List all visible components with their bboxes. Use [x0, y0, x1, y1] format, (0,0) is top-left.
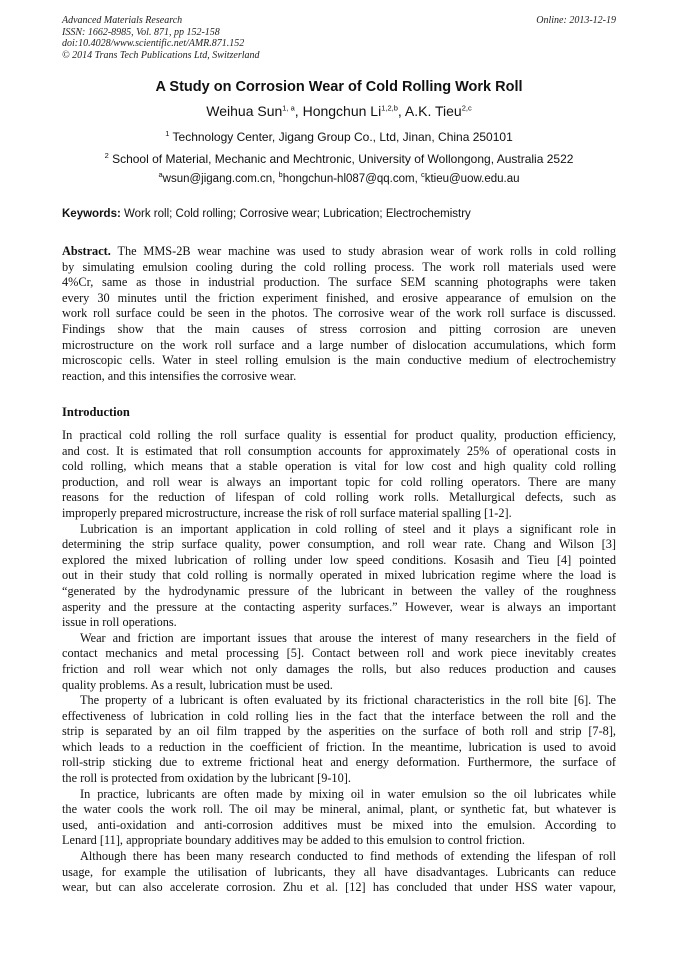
- affiliation-mark: 2: [104, 151, 109, 160]
- body-line: reasons for the reduction of lifespan of cold rolling work rolls. Metallurgical defects, such as: [62, 490, 616, 505]
- body-line: Wear and friction are important issues that arouse the interest of many researchers in the field of: [80, 630, 616, 645]
- keywords: [62, 208, 616, 220]
- body-line: strip is separated by an oil film trapped by the asperities on the surface of both roll and strip [7-8],: [62, 724, 616, 739]
- affiliation-1: [0, 130, 678, 144]
- body-line: contact mechanics and metal processing [5]. Contact between roll and work piece inevitably creates: [62, 646, 616, 661]
- body-line: the water cools the work roll. The oil may be mineral, animal, plant, or synthetic fat, but whatever is: [62, 802, 616, 817]
- body-line: Although there has been many research conducted to find methods of extending the lifespan of roll: [80, 849, 616, 864]
- abstract-line: microstructure on the work roll surface and a large number of dislocation accumulations, which form: [62, 337, 616, 352]
- affiliation-mark: 1: [165, 129, 170, 138]
- abstract-line: by simulating emulsion cooling during the cold rolling process. The work roll materials used were: [62, 259, 616, 274]
- body-line: “generated by the hydrodynamic pressure of the lubricant in between the valley of the roughness: [62, 583, 616, 598]
- author-affiliation-mark: 1, a: [282, 103, 295, 113]
- body-line: which leads to a reduction in the coefficient of friction. In the meantime, lubrication is used to avoid: [62, 739, 616, 754]
- body-line: effectiveness of lubrication in cold rolling lies in the fact that the interface between the roll and the: [62, 708, 616, 723]
- body-line: determining the strip surface quality, power consumption, and roll wear rate. Chang and Wilson [3]: [62, 537, 616, 552]
- keywords-text: Work roll; Cold rolling; Corrosive wear; Lubrication; Electrochemistry: [120, 208, 471, 220]
- body-line: In practical cold rolling the roll surface quality is essential for product quality, production efficiency,: [62, 428, 616, 442]
- journal-header: [62, 15, 616, 61]
- body-line: improperly prepared microstructure, increase the risk of roll surface material spalling [1-2].: [62, 505, 512, 520]
- affiliation-2: [0, 152, 678, 166]
- introduction-heading: Introduction: [62, 405, 130, 419]
- body-line: issue in roll operations.: [62, 615, 177, 630]
- body-line: Lenard [11], appropriate boundary additives may be added to this emulsion to control friction.: [62, 833, 525, 848]
- body-line: The property of a lubricant is often evaluated by its frictional characteristics in the roll bite [6]. The: [80, 693, 616, 708]
- email-mark: c: [420, 170, 425, 180]
- body-line: roll-strip sticking due to extreme frictional heat and energy deformation. Furthermore, the surface of: [62, 755, 616, 770]
- online-date: Online: 2013-12-19: [536, 15, 616, 26]
- body-line: friction and roll wear which not only damages the rolls, but also reduces production and causes: [62, 661, 616, 676]
- abstract-label: Abstract.: [62, 244, 111, 258]
- email-address: hongchun-hl087@qq.com,: [282, 173, 421, 185]
- copyright-line: © 2014 Trans Tech Publications Ltd, Switzerland: [62, 49, 260, 61]
- body-line: asperity and the pressure at the contacting asperity surfaces.” However, wear is always an important: [62, 599, 616, 614]
- body-line: usage, for example the utilisation of lubricants, they all have disadvantages. Lubricants can reduce: [62, 864, 616, 879]
- journal-name: Advanced Materials Research: [62, 15, 183, 26]
- abstract-line: reaction, and this intensifies the corrosive wear.: [62, 368, 297, 383]
- abstract-line: [62, 244, 616, 260]
- body-line: quality problems. As a result, lubrication must be used.: [62, 677, 333, 692]
- abstract: [62, 244, 616, 384]
- affiliation-text: Technology Center, Jigang Group Co., Ltd, Jinan, China 250101: [172, 130, 513, 144]
- author-name: Weihua Sun: [206, 103, 283, 119]
- abstract-line: microscopic cells. Water in steel rolling emulsion is the main conductive medium of electrochemistry: [62, 353, 616, 368]
- body-line: cold rolling, which means that a stable operation is vital for low cost and high quality cold rolling: [62, 459, 616, 474]
- abstract-line: Findings show that the main causes of stress corrosion and pitting corrosion are uneven: [62, 321, 616, 336]
- issn-line: ISSN: 1662-8985, Vol. 871, pp 152-158: [62, 26, 220, 38]
- introduction-body: [62, 428, 616, 896]
- body-line: Lubrication is an important application in cold rolling of steel and it plays a significant role in: [80, 521, 616, 536]
- author-separator: ,: [294, 103, 303, 119]
- author-list: [0, 103, 678, 119]
- email-mark: a: [158, 170, 163, 180]
- abstract-line: every 30 minutes until the friction experiment finished, and erosive appearance of emulsion on the: [62, 290, 616, 305]
- body-line: used, anti-oxidation and anti-corrosion additives must be mixed into the emulsion. According to: [62, 817, 616, 832]
- keywords-label: Keywords:: [62, 208, 121, 220]
- author-emails: [0, 170, 678, 185]
- abstract-line: 4%Cr, same as those in industrial production. The surface SEM scanning photographs were taken: [62, 275, 616, 290]
- author-name: A.K. Tieu: [404, 103, 462, 119]
- body-line: explored the mixed lubrication of rolling under low speed conditions. Kosasih and Tieu [4] pointed: [62, 552, 616, 567]
- email-mark: b: [278, 170, 283, 180]
- body-line: and cost. It is estimated that roll consumption accounts for approximately 25% of operational costs in: [62, 443, 616, 458]
- doi-line: doi:10.4028/www.scientific.net/AMR.871.152: [62, 38, 245, 49]
- author-name: Hongchun Li: [302, 103, 382, 119]
- email-address: wsun@jigang.com.cn,: [162, 173, 279, 185]
- body-line: In practice, lubricants are often made by mixing oil in water emulsion so the oil lubricates while: [80, 786, 616, 801]
- abstract-first-line: The MMS-2B wear machine was used to study abrasion wear of work rolls in cold rolling: [110, 244, 616, 258]
- author-affiliation-mark: 2,c: [461, 103, 472, 113]
- body-line: wear, but can also accelerate corrosion. Zhu et al. [12] has concluded that under HSS water vapour,: [62, 880, 616, 895]
- body-line: production, and roll wear is always an important topic for cold rolling operators. There are many: [62, 474, 616, 489]
- body-line: the roll is protected from oxidation by the lubricant [9-10].: [62, 771, 351, 786]
- email-address: ktieu@uow.edu.au: [424, 173, 520, 185]
- affiliation-text: School of Material, Mechanic and Mechtronic, University of Wollongong, Australia 2522: [112, 152, 574, 166]
- author-separator: ,: [397, 103, 405, 119]
- paper-title: A Study on Corrosion Wear of Cold Rolling Work Roll: [155, 79, 523, 95]
- abstract-line: work roll surface could be seen in the photos. The corrosive wear of the work roll surface is discussed.: [62, 306, 616, 321]
- author-affiliation-mark: 1,2,b: [381, 103, 398, 113]
- body-line: out in their study that cold rolling is normally operated in mixed lubrication regime where the load is: [62, 568, 616, 583]
